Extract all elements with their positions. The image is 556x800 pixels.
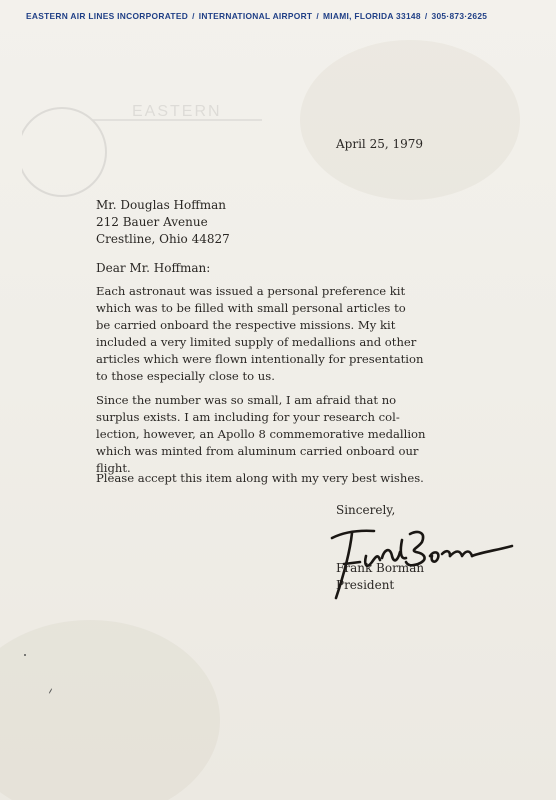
paragraph-line: to those especially close to us. [96, 369, 275, 383]
body-paragraph-2 [96, 392, 476, 477]
paper-speck [24, 654, 26, 656]
handwritten-signature [322, 516, 522, 606]
paragraph-line: which was to be filled with small personal articles to [96, 301, 406, 315]
recipient-address [96, 197, 230, 248]
letterhead-phone: 305·873·2625 [431, 11, 488, 21]
salutation: Dear Mr. Hoffman: [96, 261, 211, 275]
paragraph-line: be carried onboard the respective missions. My kit [96, 318, 396, 332]
paragraph-line: lection, however, an Apollo 8 commemorative medallion [96, 427, 426, 441]
letterhead-city: MIAMI, FLORIDA 33148 [323, 11, 421, 21]
letterhead-location: INTERNATIONAL AIRPORT [198, 11, 313, 21]
recipient-name: Mr. Douglas Hoffman [96, 198, 227, 212]
body-paragraph-3 [96, 470, 476, 487]
watermark-text: EASTERN [132, 103, 222, 120]
paragraph-line: Each astronaut was issued a personal preference kit [96, 284, 406, 298]
letterhead-separator: / [316, 11, 319, 21]
body-paragraph-1 [96, 283, 476, 385]
paragraph-line: flight. [96, 461, 131, 475]
recipient-city: Crestline, Ohio 44827 [96, 232, 230, 246]
letterhead-company: EASTERN AIR LINES INCORPORATED [26, 11, 189, 21]
paragraph-line: which was minted from aluminum carried onboard our [96, 444, 419, 458]
letterhead-separator: / [424, 11, 428, 21]
letter-date: April 25, 1979 [336, 137, 424, 151]
closing: Sincerely, [336, 503, 396, 517]
eastern-logo-watermark [22, 92, 292, 212]
signer-name: Frank Borman [336, 561, 425, 575]
paper-stain [0, 620, 220, 800]
paragraph-line: Please accept this item along with my very best wishes. [96, 471, 424, 485]
letterhead [26, 11, 541, 21]
paragraph-line: surplus exists. I am including for your research col- [96, 410, 400, 424]
paragraph-line: Since the number was so small, I am afraid that no [96, 393, 397, 407]
signer-title: President [336, 578, 395, 592]
paragraph-line: included a very limited supply of medallions and other [96, 335, 417, 349]
paper-stain [300, 40, 520, 200]
letterhead-separator: / [192, 11, 195, 21]
recipient-street: 212 Bauer Avenue [96, 215, 208, 229]
paragraph-line: articles which were flown intentionally for presentation [96, 352, 424, 366]
